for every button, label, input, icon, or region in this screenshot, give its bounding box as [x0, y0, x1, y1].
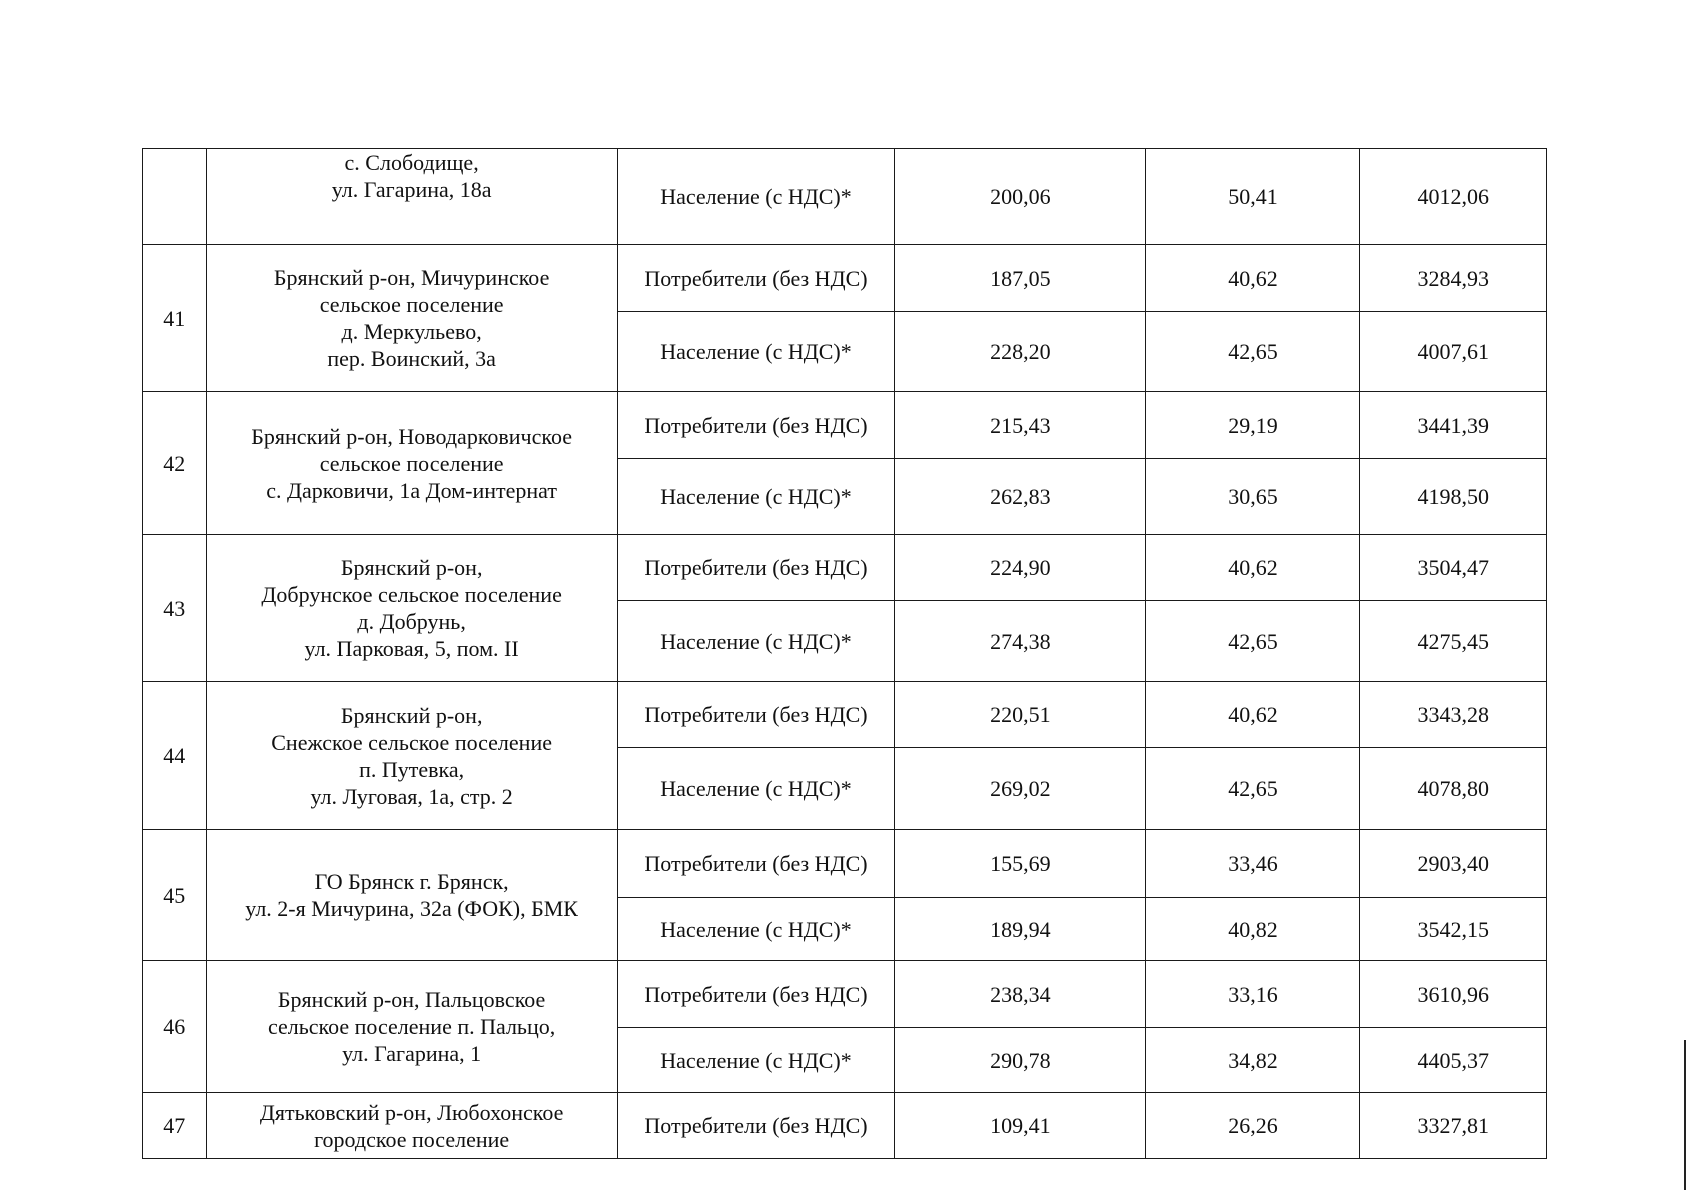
table-row [143, 149, 1547, 245]
table-row [143, 961, 1547, 1028]
value-cell: 3327,81 [1360, 1093, 1547, 1159]
category-cell: Население (с НДС)* [617, 898, 895, 961]
value-cell: 34,82 [1146, 1028, 1360, 1093]
value-cell: 3343,28 [1360, 682, 1547, 748]
row-number: 47 [143, 1093, 207, 1159]
value-cell: 200,06 [895, 149, 1146, 245]
value-cell: 40,62 [1146, 535, 1360, 601]
value-cell: 40,62 [1146, 245, 1360, 312]
table-row [143, 392, 1547, 459]
value-cell: 274,38 [895, 601, 1146, 682]
address-cell: Брянский р-он, Мичуринское сельское поселение д. Меркульево, пер. Воинский, 3а [206, 245, 617, 392]
value-cell: 4405,37 [1360, 1028, 1547, 1093]
category-cell: Потребители (без НДС) [617, 392, 895, 459]
address-cell: с. Слободище, ул. Гагарина, 18а [206, 149, 617, 245]
value-cell: 3610,96 [1360, 961, 1547, 1028]
value-cell: 3441,39 [1360, 392, 1547, 459]
category-cell: Население (с НДС)* [617, 748, 895, 830]
category-cell: Население (с НДС)* [617, 459, 895, 535]
value-cell: 220,51 [895, 682, 1146, 748]
category-cell: Население (с НДС)* [617, 312, 895, 392]
value-cell: 228,20 [895, 312, 1146, 392]
address-cell: ГО Брянск г. Брянск, ул. 2-я Мичурина, 32а (ФОК), БМК [206, 830, 617, 961]
value-cell: 4275,45 [1360, 601, 1547, 682]
category-cell: Потребители (без НДС) [617, 961, 895, 1028]
value-cell: 50,41 [1146, 149, 1360, 245]
value-cell: 40,82 [1146, 898, 1360, 961]
value-cell: 42,65 [1146, 601, 1360, 682]
value-cell: 33,46 [1146, 830, 1360, 898]
category-cell: Население (с НДС)* [617, 1028, 895, 1093]
value-cell: 224,90 [895, 535, 1146, 601]
value-cell: 42,65 [1146, 748, 1360, 830]
value-cell: 187,05 [895, 245, 1146, 312]
value-cell: 4198,50 [1360, 459, 1547, 535]
row-number: 43 [143, 535, 207, 682]
value-cell: 33,16 [1146, 961, 1360, 1028]
value-cell: 42,65 [1146, 312, 1360, 392]
value-cell: 290,78 [895, 1028, 1146, 1093]
address-cell: Брянский р-он, Новодарковичское сельское поселение с. Дарковичи, 1а Дом-интернат [206, 392, 617, 535]
value-cell: 4012,06 [1360, 149, 1547, 245]
value-cell: 189,94 [895, 898, 1146, 961]
value-cell: 4007,61 [1360, 312, 1547, 392]
table-row [143, 245, 1547, 312]
value-cell: 262,83 [895, 459, 1146, 535]
value-cell: 3504,47 [1360, 535, 1547, 601]
row-number: 46 [143, 961, 207, 1093]
category-cell: Население (с НДС)* [617, 601, 895, 682]
row-number: 41 [143, 245, 207, 392]
row-number: 45 [143, 830, 207, 961]
value-cell: 3284,93 [1360, 245, 1547, 312]
scan-edge-mark [1684, 1040, 1686, 1190]
category-cell: Потребители (без НДС) [617, 682, 895, 748]
tariff-table [142, 148, 1547, 1159]
value-cell: 238,34 [895, 961, 1146, 1028]
address-cell: Брянский р-он, Снежское сельское поселение п. Путевка, ул. Луговая, 1а, стр. 2 [206, 682, 617, 830]
category-cell: Потребители (без НДС) [617, 535, 895, 601]
value-cell: 40,62 [1146, 682, 1360, 748]
value-cell: 269,02 [895, 748, 1146, 830]
address-cell: Брянский р-он, Добрунское сельское поселение д. Добрунь, ул. Парковая, 5, пом. II [206, 535, 617, 682]
row-number [143, 149, 207, 245]
address-cell: Дятьковский р-он, Любохонское городское поселение [206, 1093, 617, 1159]
row-number: 42 [143, 392, 207, 535]
value-cell: 109,41 [895, 1093, 1146, 1159]
address-cell: Брянский р-он, Пальцовское сельское поселение п. Пальцо, ул. Гагарина, 1 [206, 961, 617, 1093]
value-cell: 3542,15 [1360, 898, 1547, 961]
table-row [143, 830, 1547, 898]
value-cell: 4078,80 [1360, 748, 1547, 830]
category-cell: Потребители (без НДС) [617, 1093, 895, 1159]
value-cell: 155,69 [895, 830, 1146, 898]
category-cell: Потребители (без НДС) [617, 245, 895, 312]
value-cell: 30,65 [1146, 459, 1360, 535]
value-cell: 215,43 [895, 392, 1146, 459]
value-cell: 26,26 [1146, 1093, 1360, 1159]
category-cell: Население (с НДС)* [617, 149, 895, 245]
table-row [143, 535, 1547, 601]
row-number: 44 [143, 682, 207, 830]
table-row [143, 682, 1547, 748]
table-row [143, 1093, 1547, 1159]
value-cell: 29,19 [1146, 392, 1360, 459]
category-cell: Потребители (без НДС) [617, 830, 895, 898]
value-cell: 2903,40 [1360, 830, 1547, 898]
